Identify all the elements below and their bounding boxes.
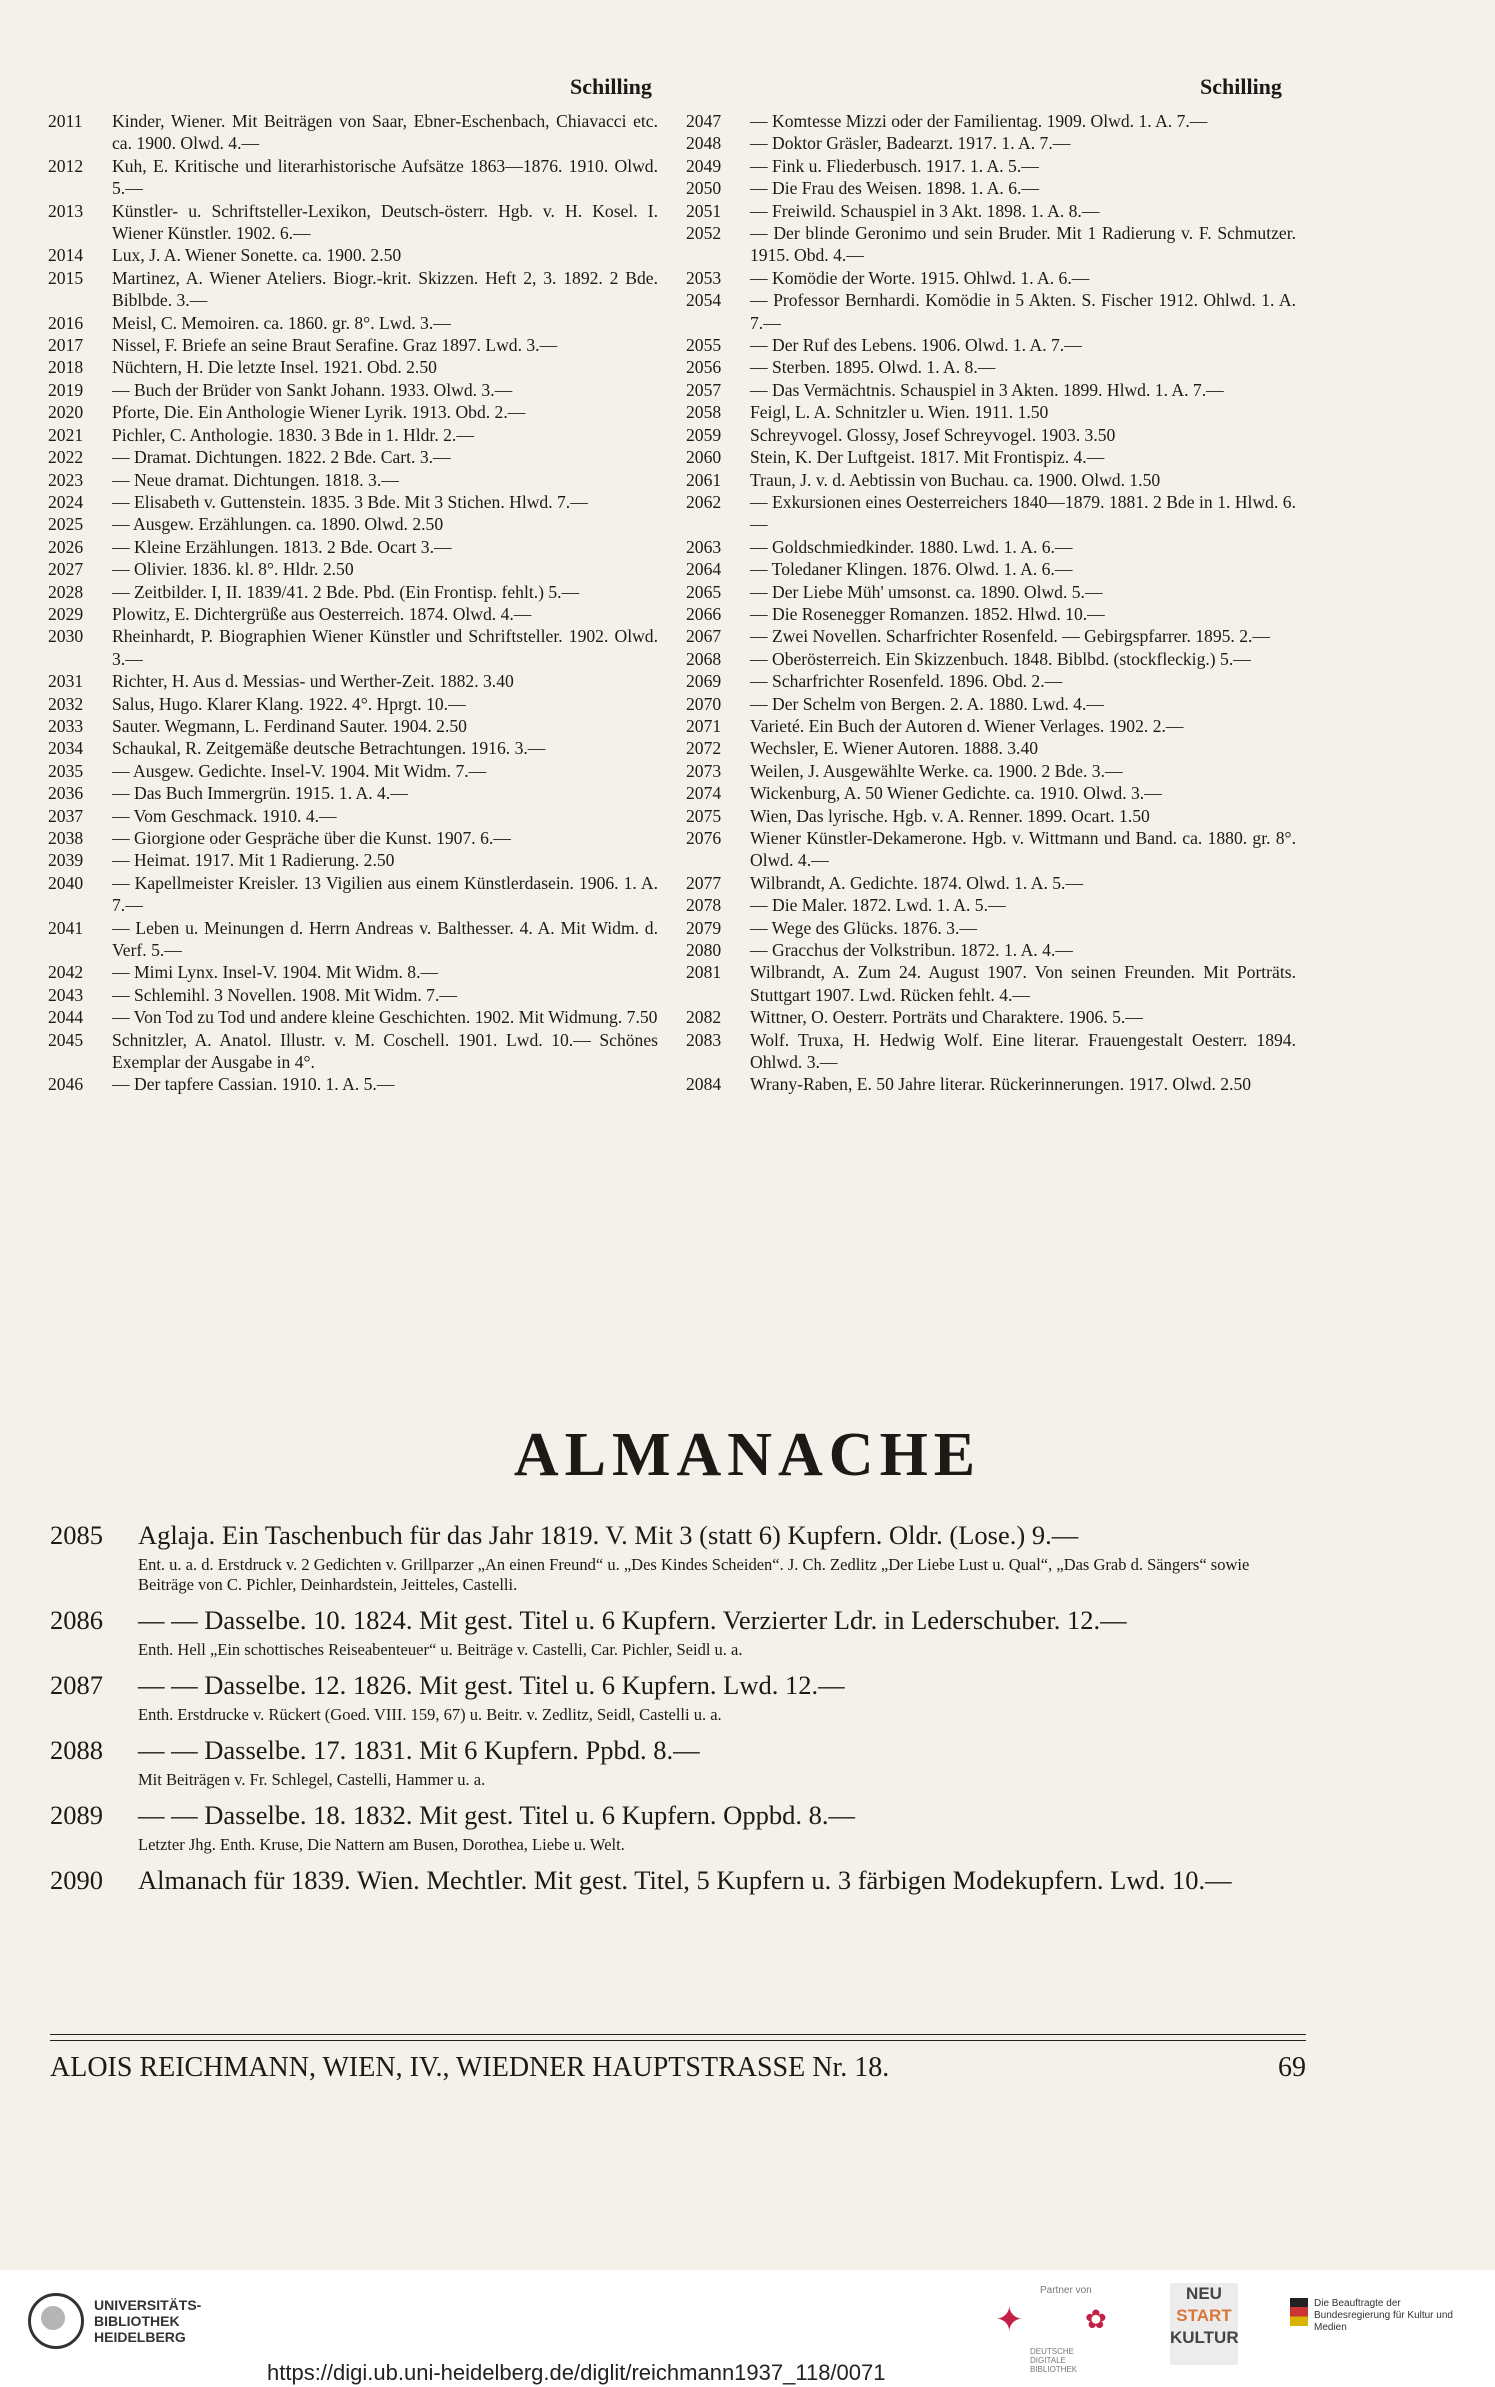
catalog-entry xyxy=(48,1006,658,1028)
entry-note: Ent. u. a. d. Erstdruck v. 2 Gedichten v. Grillparzer „An einen Freund“ u. „Des Kindes Scheiden“. J. Ch. Zedlitz „Der Liebe Lust u. Qual“, „Das Grab d. Sängers“ sowie Beiträge von C. Pichler, Deinhardstein, Jeitteles, Castelli. xyxy=(138,1555,1250,1594)
catalog-entry xyxy=(48,984,658,1006)
entry-number: 2084 xyxy=(686,1074,722,1095)
catalog-entry xyxy=(686,536,1296,558)
entry-number: 2035 xyxy=(48,760,84,781)
catalog-entry xyxy=(686,289,1296,334)
catalog-entry xyxy=(686,424,1296,446)
almanach-entry xyxy=(50,1520,1306,1595)
catalog-entry xyxy=(48,603,658,625)
catalog-entry xyxy=(48,424,658,446)
entry-text: — Zwei Novellen. Scharfrichter Rosenfeld. — Gebirgspfarrer. 1895. 2.— xyxy=(750,626,1271,647)
catalog-entry xyxy=(686,469,1296,491)
catalog-entry xyxy=(686,379,1296,401)
university-logo[interactable] xyxy=(28,2293,201,2349)
entry-number: 2031 xyxy=(48,671,84,692)
entry-number: 2047 xyxy=(686,111,722,131)
page-footer xyxy=(50,2052,1306,2084)
entry-text: — Dramat. Dichtungen. 1822. 2 Bde. Cart. 3.— xyxy=(112,447,451,468)
entry-text: Traun, J. v. d. Aebtissin von Buchau. ca. 1900. Olwd. 1.50 xyxy=(750,469,1161,490)
catalog-entry xyxy=(686,177,1296,199)
entry-text: Richter, H. Aus d. Messias- und Werther-Zeit. 1882. 3.40 xyxy=(112,671,514,692)
entry-number: 2070 xyxy=(686,693,722,714)
entry-text: — Professor Bernhardi. Komödie in 5 Akten. S. Fischer 1912. Ohlwd. 1. A. 7.— xyxy=(750,290,1296,333)
entry-number: 2025 xyxy=(48,514,84,535)
catalog-entry xyxy=(686,1073,1296,1095)
catalog-entry xyxy=(48,536,658,558)
catalog-entry xyxy=(686,782,1296,804)
entry-text: Stein, K. Der Luftgeist. 1817. Mit Frontispiz. 4.— xyxy=(750,447,1105,468)
entry-text: — Elisabeth v. Guttenstein. 1835. 3 Bde. Mit 3 Stichen. Hlwd. 7.— xyxy=(112,491,588,512)
entry-number: 2012 xyxy=(48,155,84,176)
entry-text: — Der Schelm von Bergen. 2. A. 1880. Lwd. 4.— xyxy=(750,693,1104,714)
entry-text: — Scharfrichter Rosenfeld. 1896. Obd. 2.— xyxy=(750,671,1063,692)
entry-number: 2053 xyxy=(686,267,722,288)
entry-text: Schnitzler, A. Anatol. Illustr. v. M. Coschell. 1901. Lwd. 10.— Schönes Exemplar der Ausgabe in 4°. xyxy=(112,1029,658,1073)
entry-text: Wrany-Raben, E. 50 Jahre literar. Rückerinnerungen. 1917. Olwd. 2.50 xyxy=(750,1074,1252,1095)
catalog-entry xyxy=(48,446,658,468)
catalog-entry xyxy=(686,155,1296,177)
catalog-entry xyxy=(686,334,1296,356)
catalog-entry xyxy=(48,715,658,737)
entry-note: Mit Beiträgen v. Fr. Schlegel, Castelli, Hammer u. a. xyxy=(138,1770,486,1789)
footer-rule xyxy=(50,2040,1306,2041)
entry-number: 2013 xyxy=(48,200,84,221)
entry-number: 2027 xyxy=(48,559,84,580)
entry-number: 2011 xyxy=(48,111,83,131)
neustart-kultur-logo[interactable]: NEU START KULTUR xyxy=(1170,2283,1238,2365)
entry-number: 2060 xyxy=(686,447,722,468)
entry-text: — Leben u. Meinungen d. Herrn Andreas v. Balthesser. 4. A. Mit Widm. d. Verf. 5.— xyxy=(112,917,658,961)
almanach-entry xyxy=(50,1605,1306,1660)
catalog-entry xyxy=(48,267,658,312)
catalog-entry xyxy=(686,872,1296,894)
catalog-entry xyxy=(686,200,1296,222)
entry-number: 2015 xyxy=(48,267,84,288)
catalog-entry xyxy=(48,1073,658,1095)
entry-text: — Gracchus der Volkstribun. 1872. 1. A. 4.— xyxy=(750,940,1073,961)
entry-number: 2075 xyxy=(686,805,722,826)
running-head-left: Schilling xyxy=(570,74,652,99)
entry-number: 2055 xyxy=(686,335,722,356)
catalog-entry xyxy=(48,401,658,423)
page-number: 69 xyxy=(1278,2052,1306,2083)
entry-text: — Ausgew. Gedichte. Insel-V. 1904. Mit Widm. 7.— xyxy=(112,760,487,781)
entry-number: 2024 xyxy=(48,491,84,512)
entry-number: 2085 xyxy=(50,1520,103,1550)
catalog-entry xyxy=(686,110,1296,132)
entry-text: Aglaja. Ein Taschenbuch für das Jahr 1819. V. Mit 3 (statt 6) Kupfern. Oldr. (Lose.) 9.— xyxy=(138,1520,1079,1550)
entry-text: — — Dasselbe. 17. 1831. Mit 6 Kupfern. Ppbd. 8.— xyxy=(138,1735,700,1765)
entry-number: 2022 xyxy=(48,447,84,468)
entry-number: 2079 xyxy=(686,917,722,938)
almanach-entry xyxy=(50,1735,1306,1790)
catalog-entry xyxy=(48,379,658,401)
entry-text: — Der Ruf des Lebens. 1906. Olwd. 1. A. 7.— xyxy=(750,335,1082,356)
entry-number: 2018 xyxy=(48,357,84,378)
entry-text: — Die Rosenegger Romanzen. 1852. Hlwd. 10.— xyxy=(750,603,1105,624)
catalog-entry xyxy=(686,558,1296,580)
catalog-entry xyxy=(686,581,1296,603)
entry-text: Martinez, A. Wiener Ateliers. Biogr.-krit. Skizzen. Heft 2, 3. 1892. 2 Bde. Biblbde. 3.— xyxy=(112,267,658,311)
entry-number: 2076 xyxy=(686,828,722,848)
entry-text: — Sterben. 1895. Olwd. 1. A. 8.— xyxy=(750,357,996,378)
catalog-entry xyxy=(48,737,658,759)
catalog-entry xyxy=(48,1029,658,1074)
catalog-entry xyxy=(686,1029,1296,1074)
entry-text: — Fink u. Fliederbusch. 1917. 1. A. 5.— xyxy=(750,155,1039,176)
entry-text: — Exkursionen eines Oesterreichers 1840—1879. 1881. 2 Bde in 1. Hlwd. 6.— xyxy=(750,491,1296,535)
entry-text: — Oberösterreich. Ein Skizzenbuch. 1848. Biblbd. (stockfleckig.) 5.— xyxy=(750,648,1251,669)
catalog-entry xyxy=(686,939,1296,961)
entry-text: — — Dasselbe. 18. 1832. Mit gest. Titel u. 6 Kupfern. Oppbd. 8.— xyxy=(138,1800,855,1830)
entry-number: 2054 xyxy=(686,290,722,311)
entry-text: — Das Buch Immergrün. 1915. 1. A. 4.— xyxy=(112,783,408,804)
entry-text: Wiener Künstler-Dekamerone. Hgb. v. Wittmann und Band. ca. 1880. gr. 8°. Olwd. 4.— xyxy=(750,828,1296,871)
entry-text: — Neue dramat. Dichtungen. 1818. 3.— xyxy=(112,469,399,490)
almanach-entry xyxy=(50,1865,1306,1896)
left-column xyxy=(48,110,658,1096)
catalog-entry xyxy=(48,200,658,245)
catalog-entry xyxy=(48,782,658,804)
entry-text: Schaukal, R. Zeitgemäße deutsche Betrachtungen. 1916. 3.— xyxy=(112,738,546,759)
catalog-entry xyxy=(48,849,658,871)
entry-text: Wechsler, E. Wiener Autoren. 1888. 3.40 xyxy=(750,738,1039,759)
entry-text: — Das Vermächtnis. Schauspiel in 3 Akten. 1899. Hlwd. 1. A. 7.— xyxy=(750,379,1224,400)
entry-number: 2033 xyxy=(48,715,84,736)
entry-number: 2016 xyxy=(48,312,84,333)
entry-number: 2083 xyxy=(686,1029,722,1050)
entry-number: 2068 xyxy=(686,648,722,669)
entry-number: 2056 xyxy=(686,357,722,378)
catalog-entry xyxy=(48,625,658,670)
catalog-entry xyxy=(686,267,1296,289)
catalog-entry xyxy=(48,827,658,849)
entry-text: — Schlemihl. 3 Novellen. 1908. Mit Widm. 7.— xyxy=(112,984,457,1005)
entry-text: — Doktor Gräsler, Badearzt. 1917. 1. A. 7.— xyxy=(750,133,1071,154)
entry-text: — Ausgew. Erzählungen. ca. 1890. Olwd. 2.50 xyxy=(112,514,444,535)
entry-text: Sauter. Wegmann, L. Ferdinand Sauter. 1904. 2.50 xyxy=(112,715,467,736)
running-head-right: Schilling xyxy=(1200,74,1282,99)
entry-number: 2049 xyxy=(686,155,722,176)
entry-number: 2037 xyxy=(48,805,84,826)
catalog-entry xyxy=(686,625,1296,647)
entry-number: 2040 xyxy=(48,872,84,893)
entry-number: 2048 xyxy=(686,133,722,154)
entry-number: 2042 xyxy=(48,962,84,983)
catalog-entry xyxy=(686,603,1296,625)
catalog-entry xyxy=(686,356,1296,378)
entry-text: Varieté. Ein Buch der Autoren d. Wiener Verlages. 1902. 2.— xyxy=(750,715,1184,736)
catalog-entry xyxy=(686,737,1296,759)
entry-number: 2064 xyxy=(686,559,722,580)
catalog-entry xyxy=(686,222,1296,267)
entry-number: 2067 xyxy=(686,626,722,647)
entry-text: — — Dasselbe. 10. 1824. Mit gest. Titel u. 6 Kupfern. Verzierter Ldr. in Lederschuber. 12.— xyxy=(138,1605,1127,1635)
catalog-entry xyxy=(48,244,658,266)
entry-text: — Zeitbilder. I, II. 1839/41. 2 Bde. Pbd. (Ein Frontisp. fehlt.) 5.— xyxy=(112,581,580,602)
entry-text: Wolf. Truxa, H. Hedwig Wolf. Eine literar. Frauengestalt Oesterr. 1894. Ohlwd. 3.— xyxy=(750,1029,1296,1073)
entry-number: 2036 xyxy=(48,783,84,804)
catalog-entry xyxy=(686,132,1296,154)
entry-number: 2021 xyxy=(48,424,84,445)
ddb-bird-icon[interactable]: ✦ xyxy=(995,2302,1024,2339)
entry-text: — Kleine Erzählungen. 1813. 2 Bde. Ocart 3.— xyxy=(112,536,452,557)
catalog-entry xyxy=(48,334,658,356)
entry-text: Pforte, Die. Ein Anthologie Wiener Lyrik. 1913. Obd. 2.— xyxy=(112,402,526,423)
entry-number: 2038 xyxy=(48,828,84,848)
entry-number: 2058 xyxy=(686,402,722,423)
entry-text: — Freiwild. Schauspiel in 3 Akt. 1898. 1. A. 8.— xyxy=(750,200,1100,221)
entry-number: 2050 xyxy=(686,178,722,199)
entry-number: 2071 xyxy=(686,715,722,736)
catalog-entry xyxy=(686,1006,1296,1028)
entry-number: 2039 xyxy=(48,850,84,871)
catalog-entry xyxy=(48,581,658,603)
entry-number: 2088 xyxy=(50,1735,103,1765)
university-name-line: BIBLIOTHEK xyxy=(94,2313,180,2329)
catalog-entry xyxy=(686,446,1296,468)
entry-text: Wien, Das lyrische. Hgb. v. A. Renner. 1899. Ocart. 1.50 xyxy=(750,805,1150,826)
entry-number: 2089 xyxy=(50,1800,103,1830)
catalog-entry xyxy=(686,491,1296,536)
entry-text: Wilbrandt, A. Zum 24. August 1907. Von seinen Freunden. Mit Porträts. Stuttgart 1907. Lwd. Rücken fehlt. 4.— xyxy=(750,962,1296,1005)
entry-text: — Von Tod zu Tod und andere kleine Geschichten. 1902. Mit Widmung. 7.50 xyxy=(112,1007,658,1028)
entry-text: Nissel, F. Briefe an seine Braut Serafine. Graz 1897. Lwd. 3.— xyxy=(112,335,558,356)
bkm-label: Die Beauftragte der Bundesregierung für Kultur und Medien xyxy=(1314,2298,1453,2333)
almanach-entry xyxy=(50,1670,1306,1725)
catalog-entry xyxy=(686,401,1296,423)
catalog-entry xyxy=(686,760,1296,782)
catalog-entry xyxy=(48,491,658,513)
ddb-label: DEUTSCHE DIGITALE BIBLIOTHEK xyxy=(1030,2347,1078,2374)
entry-number: 2017 xyxy=(48,335,84,356)
catalog-entry xyxy=(48,961,658,983)
entry-text: Pichler, C. Anthologie. 1830. 3 Bde in 1. Hldr. 2.— xyxy=(112,424,474,445)
catalog-entry xyxy=(686,917,1296,939)
entry-text: — Die Frau des Weisen. 1898. 1. A. 6.— xyxy=(750,178,1040,199)
entry-note: Enth. Hell „Ein schottisches Reiseabenteuer“ u. Beiträge v. Castelli, Car. Pichler, Seidl u. a. xyxy=(138,1640,743,1659)
catalog-entry xyxy=(48,693,658,715)
entry-number: 2023 xyxy=(48,469,84,490)
catalog-entry xyxy=(48,155,658,200)
entry-number: 2063 xyxy=(686,536,722,557)
entry-number: 2014 xyxy=(48,245,84,266)
entry-number: 2052 xyxy=(686,223,722,244)
catalog-entry xyxy=(48,312,658,334)
entry-number: 2044 xyxy=(48,1007,84,1028)
partner-label: Partner von xyxy=(1040,2285,1092,2296)
entry-note: Letzter Jhg. Enth. Kruse, Die Nattern am Busen, Dorothea, Liebe u. Welt. xyxy=(138,1835,625,1854)
entry-number: 2077 xyxy=(686,872,722,893)
entry-text: Salus, Hugo. Klarer Klang. 1922. 4°. Hprgt. 10.— xyxy=(112,693,466,714)
catalog-entry xyxy=(48,805,658,827)
entry-text: Kinder, Wiener. Mit Beiträgen von Saar, Ebner-Eschenbach, Chiavacci etc. ca. 1900. Olwd. 4.— xyxy=(112,111,658,154)
entry-text: — Buch der Brüder von Sankt Johann. 1933. Olwd. 3.— xyxy=(112,379,513,400)
entry-number: 2041 xyxy=(48,917,84,938)
entry-text: — Komtesse Mizzi oder der Familientag. 1909. Olwd. 1. A. 7.— xyxy=(750,111,1208,131)
entry-number: 2020 xyxy=(48,402,84,423)
catalog-entry xyxy=(48,110,658,155)
entry-text: — Der tapfere Cassian. 1910. 1. A. 5.— xyxy=(112,1074,395,1095)
entry-number: 2057 xyxy=(686,379,722,400)
entry-note: Enth. Erstdrucke v. Rückert (Goed. VIII. 159, 67) u. Beitr. v. Zedlitz, Seidl, Castelli u. a. xyxy=(138,1705,722,1724)
entry-text: Kuh, E. Kritische und literarhistorische Aufsätze 1863—1876. 1910. Olwd. 5.— xyxy=(112,155,658,199)
entry-text: — Kapellmeister Kreisler. 13 Vigilien aus einem Künstlerdasein. 1906. 1. A. 7.— xyxy=(112,872,658,916)
catalog-entry xyxy=(48,356,658,378)
entry-number: 2066 xyxy=(686,603,722,624)
entry-number: 2086 xyxy=(50,1605,103,1635)
entry-text: Meisl, C. Memoiren. ca. 1860. gr. 8°. Lwd. 3.— xyxy=(112,312,451,333)
entry-text: Weilen, J. Ausgewählte Werke. ca. 1900. 2 Bde. 3.— xyxy=(750,760,1123,781)
catalog-entry xyxy=(686,693,1296,715)
entry-text: Feigl, L. A. Schnitzler u. Wien. 1911. 1.50 xyxy=(750,402,1049,423)
entry-number: 2078 xyxy=(686,895,722,916)
entry-number: 2069 xyxy=(686,671,722,692)
catalog-entry xyxy=(686,648,1296,670)
entry-number: 2080 xyxy=(686,940,722,961)
footer-rule xyxy=(50,2034,1306,2035)
entry-text: — Der Liebe Müh' umsonst. ca. 1890. Olwd. 5.— xyxy=(750,581,1103,602)
entry-text: — Mimi Lynx. Insel-V. 1904. Mit Widm. 8.— xyxy=(112,962,439,983)
entry-text: — Komödie der Worte. 1915. Ohlwd. 1. A. 6.— xyxy=(750,267,1090,288)
catalog-entry xyxy=(48,760,658,782)
entry-number: 2046 xyxy=(48,1074,84,1095)
entry-text: — Wege des Glücks. 1876. 3.— xyxy=(750,917,977,938)
catalog-entry xyxy=(686,827,1296,872)
catalog-entry xyxy=(48,558,658,580)
entry-number: 2065 xyxy=(686,581,722,602)
entry-number: 2073 xyxy=(686,760,722,781)
entry-number: 2043 xyxy=(48,984,84,1005)
university-seal-icon xyxy=(28,2293,84,2349)
bkm-logo[interactable] xyxy=(1290,2298,1464,2334)
entry-text: Rheinhardt, P. Biographien Wiener Künstler und Schriftsteller. 1902. Olwd. 3.— xyxy=(112,626,658,669)
entry-number: 2062 xyxy=(686,491,722,512)
university-name-line: UNIVERSITÄTS- xyxy=(94,2297,202,2313)
entry-number: 2081 xyxy=(686,962,722,983)
catalog-entry xyxy=(686,715,1296,737)
entry-number: 2032 xyxy=(48,693,84,714)
entry-text: — Der blinde Geronimo und sein Bruder. Mit 1 Radierung v. F. Schmutzer. 1915. Obd. 4.— xyxy=(750,223,1296,266)
entry-text: Almanach für 1839. Wien. Mechtler. Mit gest. Titel, 5 Kupfern u. 3 färbigen Modekupfern. Lwd. 10.— xyxy=(138,1865,1232,1895)
entry-number: 2051 xyxy=(686,200,722,221)
entry-number: 2059 xyxy=(686,424,722,445)
entry-text: Wickenburg, A. 50 Wiener Gedichte. ca. 1910. Olwd. 3.— xyxy=(750,783,1162,804)
entry-number: 2029 xyxy=(48,603,84,624)
entry-text: Wittner, O. Oesterr. Porträts und Charaktere. 1906. 5.— xyxy=(750,1007,1143,1028)
section-title: ALMANACHE xyxy=(513,1421,982,1489)
entry-number: 2090 xyxy=(50,1865,103,1895)
entry-number: 2072 xyxy=(686,738,722,759)
catalog-entry xyxy=(48,917,658,962)
catalog-entry xyxy=(48,670,658,692)
federal-eagle-icon xyxy=(1290,2298,1308,2326)
entry-number: 2045 xyxy=(48,1029,84,1050)
entry-text: Wilbrandt, A. Gedichte. 1874. Olwd. 1. A. 5.— xyxy=(750,872,1084,893)
entry-text: — Vom Geschmack. 1910. 4.— xyxy=(112,805,337,826)
entry-text: Lux, J. A. Wiener Sonette. ca. 1900. 2.50 xyxy=(112,245,402,266)
catalog-entry xyxy=(686,961,1296,1006)
permalink-url[interactable]: https://digi.ub.uni-heidelberg.de/diglit/reichmann1937_118/0071 xyxy=(267,2360,886,2385)
entry-text: — Olivier. 1836. kl. 8°. Hldr. 2.50 xyxy=(112,559,354,580)
right-column xyxy=(686,110,1296,1096)
entry-number: 2019 xyxy=(48,379,84,400)
catalog-entry xyxy=(686,805,1296,827)
entry-text: — Heimat. 1917. Mit 1 Radierung. 2.50 xyxy=(112,850,395,871)
entry-number: 2028 xyxy=(48,581,84,602)
entry-number: 2030 xyxy=(48,626,84,647)
entry-text: — Giorgione oder Gespräche über die Kunst. 1907. 6.— xyxy=(112,828,511,848)
entry-text: — Die Maler. 1872. Lwd. 1. A. 5.— xyxy=(750,895,1006,916)
entry-number: 2087 xyxy=(50,1670,103,1700)
entry-text: Künstler- u. Schriftsteller-Lexikon, Deutsch-österr. Hgb. v. H. Kosel. I. Wiener Künstler. 1902. 6.— xyxy=(112,200,658,244)
entry-text: Schreyvogel. Glossy, Josef Schreyvogel. 1903. 3.50 xyxy=(750,424,1116,445)
catalog-entry xyxy=(48,872,658,917)
entry-number: 2026 xyxy=(48,536,84,557)
university-name-line: HEIDELBERG xyxy=(94,2329,186,2345)
entry-text: — Goldschmiedkinder. 1880. Lwd. 1. A. 6.— xyxy=(750,536,1073,557)
publisher-address: ALOIS REICHMANN, WIEN, IV., WIEDNER HAUPTSTRASSE Nr. 18. xyxy=(50,2052,890,2083)
entry-number: 2082 xyxy=(686,1007,722,1028)
almanach-list xyxy=(50,1520,1306,1906)
entry-number: 2074 xyxy=(686,783,722,804)
catalog-entry xyxy=(48,513,658,535)
catalog-entry xyxy=(686,894,1296,916)
catalog-entry xyxy=(48,469,658,491)
entry-number: 2034 xyxy=(48,738,84,759)
entry-text: — Toledaner Klingen. 1876. Olwd. 1. A. 6.— xyxy=(750,559,1073,580)
entry-text: — — Dasselbe. 12. 1826. Mit gest. Titel u. 6 Kupfern. Lwd. 12.— xyxy=(138,1670,845,1700)
entry-text: Plowitz, E. Dichtergrüße aus Oesterreich. 1874. Olwd. 4.— xyxy=(112,603,532,624)
ddb-small-bird-icon: ✿ xyxy=(1085,2305,1107,2334)
entry-text: Nüchtern, H. Die letzte Insel. 1921. Obd. 2.50 xyxy=(112,357,437,378)
almanach-entry xyxy=(50,1800,1306,1855)
entry-number: 2061 xyxy=(686,469,722,490)
catalog-entry xyxy=(686,670,1296,692)
